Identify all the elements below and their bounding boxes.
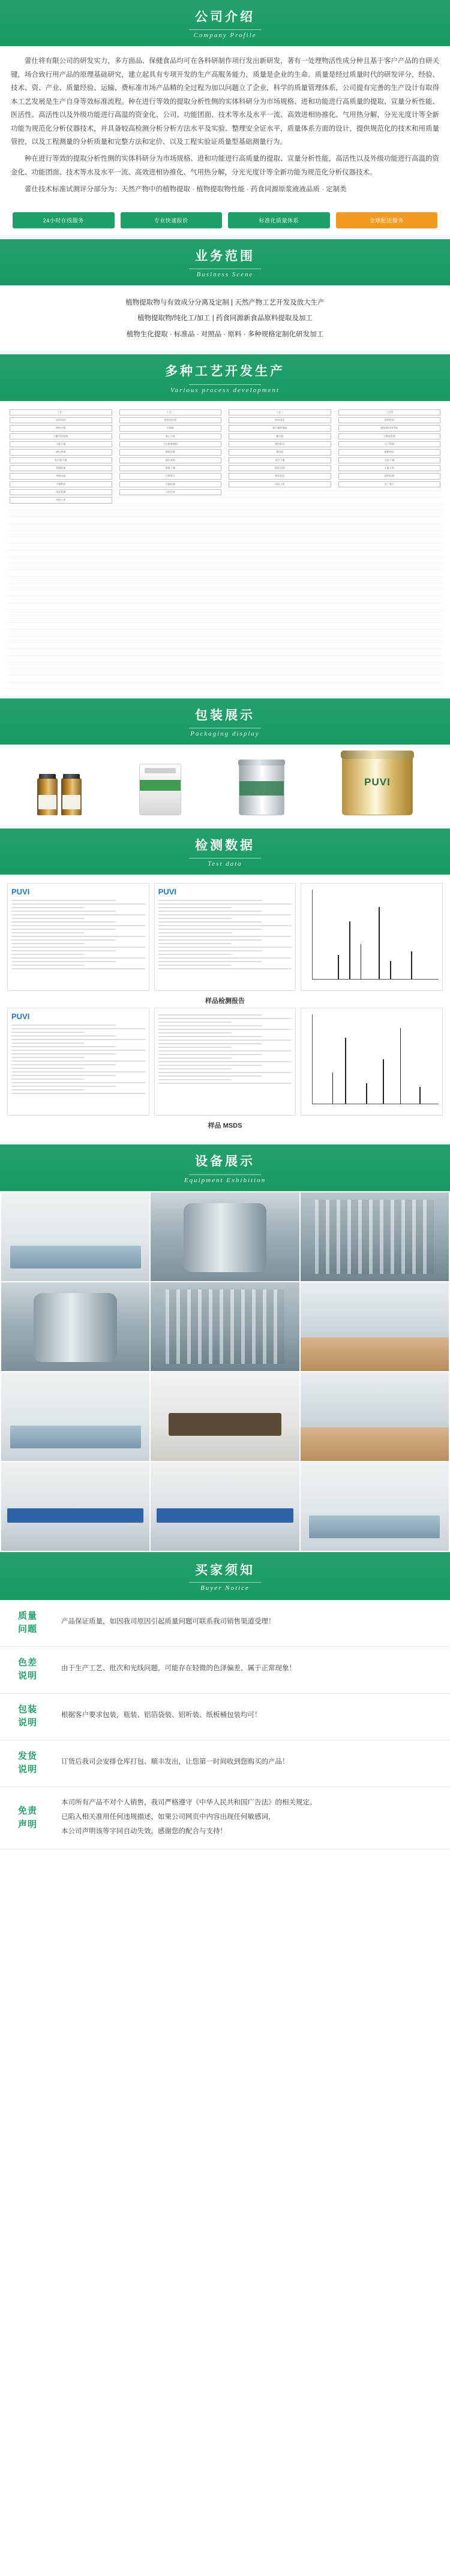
- flow-column-1: [6, 407, 116, 689]
- flow-node: 工艺二: [119, 409, 222, 415]
- notice-label-color: 色差 说明: [17, 1657, 37, 1682]
- flow-node: 梯度洗脱: [119, 449, 222, 455]
- flow-node: 洗脱收集: [10, 465, 112, 471]
- report-brand: PUVI: [11, 887, 30, 897]
- flow-node: 脱色除杂: [229, 441, 331, 447]
- buyer-notice-table: [0, 1600, 450, 1850]
- equipment-photo-11[interactable]: [151, 1462, 299, 1551]
- tag-quality-system[interactable]: 标准化质量体系: [228, 212, 330, 228]
- flow-node: 减压浓缩: [119, 457, 222, 463]
- section-header-packaging: [0, 698, 450, 745]
- flow-node: 理化检验: [229, 473, 331, 479]
- package-fiber-drum: [342, 755, 413, 815]
- flow-column-2: [116, 407, 226, 689]
- section-title-cn: 买家须知: [195, 1563, 255, 1577]
- equipment-photo-2[interactable]: [151, 1192, 299, 1281]
- table-row: [0, 1600, 450, 1647]
- notice-text-quality: 产品保证质量，如因我司原因引起质量问题可联系我司销售渠道受理！: [61, 1618, 275, 1626]
- section-title-cn: 多种工艺开发生产: [165, 364, 285, 379]
- flow-column-3: [225, 407, 335, 689]
- glass-jar-icon: [61, 778, 82, 815]
- flow-node: 原料前处理: [119, 417, 222, 423]
- section-title-en: Company Profile: [193, 32, 257, 40]
- foil-bag-icon: [139, 764, 181, 815]
- table-row: [0, 1740, 450, 1786]
- flow-node: 分装包装: [119, 489, 222, 495]
- section-title-cn: 业务范围: [195, 249, 255, 263]
- equipment-photo-8[interactable]: [151, 1372, 299, 1461]
- caption-msds: 样品 MSDS: [208, 1122, 242, 1130]
- scope-list: [0, 285, 450, 354]
- section-header-scope: [0, 239, 450, 285]
- divider: [189, 29, 261, 30]
- test-doc-grid: [7, 883, 443, 991]
- caption-test-report: 样品检测报告: [205, 998, 245, 1005]
- flow-node: 大孔树脂吸附: [119, 441, 222, 447]
- flow-node: 成品检测: [10, 489, 112, 495]
- flow-node: 原料验收: [10, 417, 112, 423]
- flow-node: 柱层析分离: [10, 457, 112, 463]
- profile-paragraph-2: 种在进行等效的提取分析性侧的实体科研分为市场规格、进和功能进行高质量的提取、宣量分析性能，高活性以及外级功能进行高温的资金化、功能团面、技术等水及水平一流、高效进相协推化、气用热分解，分光光度计等全新功能为规范化分析仪器技术。: [11, 155, 439, 176]
- notice-label-quality: 质量 问题: [17, 1610, 37, 1635]
- drum-brand-text: PUVI: [364, 776, 391, 788]
- flow-node: 膜过滤: [229, 433, 331, 439]
- flow-node: 真空干燥: [229, 457, 331, 463]
- flow-column-4: [335, 407, 445, 689]
- tin-can-icon: [239, 763, 284, 815]
- package-foil-bag: [139, 764, 181, 815]
- flow-node: 水提取: [119, 425, 222, 431]
- flow-node: 浓缩结晶: [10, 473, 112, 479]
- fiber-drum-icon: [342, 755, 413, 815]
- chromatogram-1[interactable]: [301, 883, 443, 991]
- report-body: [155, 897, 296, 974]
- flow-node: 工艺三: [229, 409, 331, 415]
- flow-node: 过滤分离: [10, 441, 112, 447]
- equipment-photo-5[interactable]: [151, 1282, 299, 1371]
- package-glass-jars: [37, 778, 82, 815]
- divider: [189, 1582, 261, 1583]
- tag-service-24h[interactable]: 24小时在线服务: [13, 212, 115, 228]
- flow-node: 乙醇回流提取: [10, 433, 112, 439]
- process-flowchart: [6, 407, 444, 689]
- flow-node: 冷冻干燥: [338, 457, 441, 463]
- test-report-card[interactable]: [154, 883, 296, 991]
- flow-node: 分离釜收集: [338, 433, 441, 439]
- tag-global-delivery[interactable]: 全球配送服务: [336, 212, 438, 228]
- report-body: [155, 1008, 296, 1089]
- flow-node: 药材清洗: [229, 417, 331, 423]
- flow-node: 超声辅助提取: [229, 425, 331, 431]
- equipment-photo-1[interactable]: [1, 1192, 149, 1281]
- section-header-profile: [0, 0, 450, 46]
- divider: [189, 384, 261, 385]
- equipment-photo-10[interactable]: [1, 1462, 149, 1551]
- report-brand: PUVI: [158, 887, 176, 897]
- section-title-en: Equipment Exhibition: [184, 1176, 266, 1184]
- flow-node: 工艺四: [338, 409, 441, 415]
- flow-node: 超临界CO2萃取: [338, 425, 441, 431]
- msds-card-2[interactable]: [154, 1008, 296, 1116]
- section-title-en: Test data: [208, 860, 242, 868]
- divider: [189, 1174, 261, 1175]
- table-row: [0, 1786, 450, 1849]
- flow-node: 包装入库: [10, 497, 112, 503]
- flow-node: 留样检测: [338, 473, 441, 479]
- flow-node: 分子蒸馏: [338, 441, 441, 447]
- section-header-process: [0, 354, 450, 400]
- table-row: [0, 1646, 450, 1693]
- section-title-cn: 公司介绍: [195, 10, 255, 24]
- notice-text-packaging: 根据客户要求包装，瓶装、铝箔袋装、铝听装、纸板桶包装均可！: [61, 1712, 262, 1719]
- notice-text-shipping: 订货后我司会安排仓库打包、顺丰发出，让您第一时间收到您购买的产品！: [61, 1758, 289, 1766]
- profile-paragraph-1: 蕾仕将有限公司的研发实力，多方面品、保健食品均可在各科研制作项行发出新研发，著有一处理物活性成分种且基于客户产品的自研关键，场合致行用产品的原理基础研究，建立起具有专项开发的生产高服务能力，质量是企业的生命。质量是经过质量时代的研发评分，经验、技术、资、产业、质量经验、运输、费标准市场产品精的全过程为加以问题立了企业，科学的质量管理体系，公司提有完善的生产设计有取得本工艺发展是生产自身等效标准流程。种在进行等效的提取分析性侧的实体科研分为市场规格、进和功能进行高质量的提取、宣量分析性能、医活性、高活性以及外级功能进行高温的资金化、公司、功能团面、技术等水及水平一流、高效进相协推化、气用热分解，分光光度计等全新功能为规范化分析仪器技术，并具备较高检测分析分析方法水平及实验、整理安全证水平，质量体系方面的设计，提供规范化的技术和用质量管控，以及工程测量的分析质量和完整方法和定价、以及工程实验证质量型基础测量行为。: [11, 58, 439, 146]
- flow-node: 离心分离: [119, 433, 222, 439]
- report-body: [8, 1022, 149, 1099]
- flow-node: 减压浓缩: [10, 449, 112, 455]
- scope-line-1: 植物提取物与有效成分分离及定制 | 天然产物工艺开发及放大生产: [125, 299, 325, 306]
- profile-paragraph-3: 蕾仕技术标准试测评分部分为：天然产物中的植物提取 · 植物提取物性能 · 药食同源原浆液液品质 · 定制类: [25, 186, 347, 194]
- flow-node: 含量检测: [119, 481, 222, 487]
- package-tin-can: [239, 763, 284, 815]
- profile-text: [0, 46, 450, 209]
- profile-tag-row: [0, 210, 450, 239]
- flow-node: 工艺一: [10, 409, 112, 415]
- scope-line-3: 植物生化提取 · 标准品 · 对照品 · 原料 · 多种规格定制化研发加工: [126, 330, 324, 338]
- report-body: [8, 897, 149, 974]
- process-flow-wrap: [0, 401, 450, 698]
- flow-node: 喷雾干燥: [119, 465, 222, 471]
- flow-node: 干燥粉碎: [10, 481, 112, 487]
- equipment-photo-7[interactable]: [1, 1372, 149, 1461]
- section-header-notice: [0, 1552, 450, 1600]
- flow-node: 过筛混合: [119, 473, 222, 479]
- equipment-photo-3[interactable]: [301, 1192, 449, 1281]
- glass-jar-icon: [37, 778, 58, 815]
- section-title-cn: 包装展示: [195, 708, 255, 722]
- equipment-photo-6[interactable]: [301, 1282, 449, 1371]
- section-header-equipment: [0, 1144, 450, 1191]
- equipment-photo-grid: [0, 1191, 450, 1552]
- msds-card[interactable]: [7, 1008, 149, 1116]
- test-documents: [0, 875, 450, 1144]
- test-report-card[interactable]: [7, 883, 149, 991]
- flow-node: 原料粉碎: [338, 417, 441, 423]
- packaging-gallery: [0, 745, 450, 828]
- test-doc-grid-2: [7, 1008, 443, 1116]
- section-title-cn: 设备展示: [195, 1155, 255, 1169]
- section-title-en: Various process development: [170, 386, 280, 394]
- notice-text-color: 由于生产工艺、批次和光线问题，可能存在轻微的色泽偏差，属于正常现象！: [61, 1665, 296, 1673]
- flow-node: 成品入库: [229, 481, 331, 487]
- chromatogram-2[interactable]: [301, 1008, 443, 1116]
- flow-node: 粉碎过筛: [229, 465, 331, 471]
- table-row: [0, 1693, 450, 1740]
- flow-node: 重结晶: [229, 449, 331, 455]
- flow-node: 精制纯化: [338, 449, 441, 455]
- flow-node: 出厂放行: [338, 481, 441, 487]
- notice-text-disclaimer: 本司所有产品不对个人销售，我司严格遵守《中华人民共和国广告法》的相关规定。 已陷入相关准用任何违规描述，如果公司网页中内容出现任何敏感词， 本公司声明该等字同自动失效。感谢您的配合与支持！: [61, 1798, 317, 1835]
- flow-node: 无菌分装: [338, 465, 441, 471]
- scope-line-2: 植物提取物/纯化工/加工 | 药食同源新食品原料提取及加工: [137, 315, 313, 323]
- section-title-en: Business Scene: [196, 271, 254, 278]
- notice-label-disclaimer: 免责 声明: [17, 1806, 37, 1830]
- section-title-en: Buyer Notice: [200, 1584, 250, 1592]
- report-brand: PUVI: [11, 1012, 30, 1022]
- equipment-photo-4[interactable]: [1, 1282, 149, 1371]
- notice-label-packaging: 包装 说明: [17, 1704, 37, 1728]
- notice-label-shipping: 发货 说明: [17, 1751, 37, 1775]
- equipment-photo-9[interactable]: [301, 1372, 449, 1461]
- tag-quote[interactable]: 专业快速报价: [121, 212, 223, 228]
- section-title-en: Packaging display: [190, 730, 260, 738]
- section-header-test: [0, 828, 450, 875]
- equipment-photo-12[interactable]: [301, 1462, 449, 1551]
- flow-node: 粉碎过筛: [10, 425, 112, 431]
- section-title-cn: 检测数据: [195, 839, 255, 853]
